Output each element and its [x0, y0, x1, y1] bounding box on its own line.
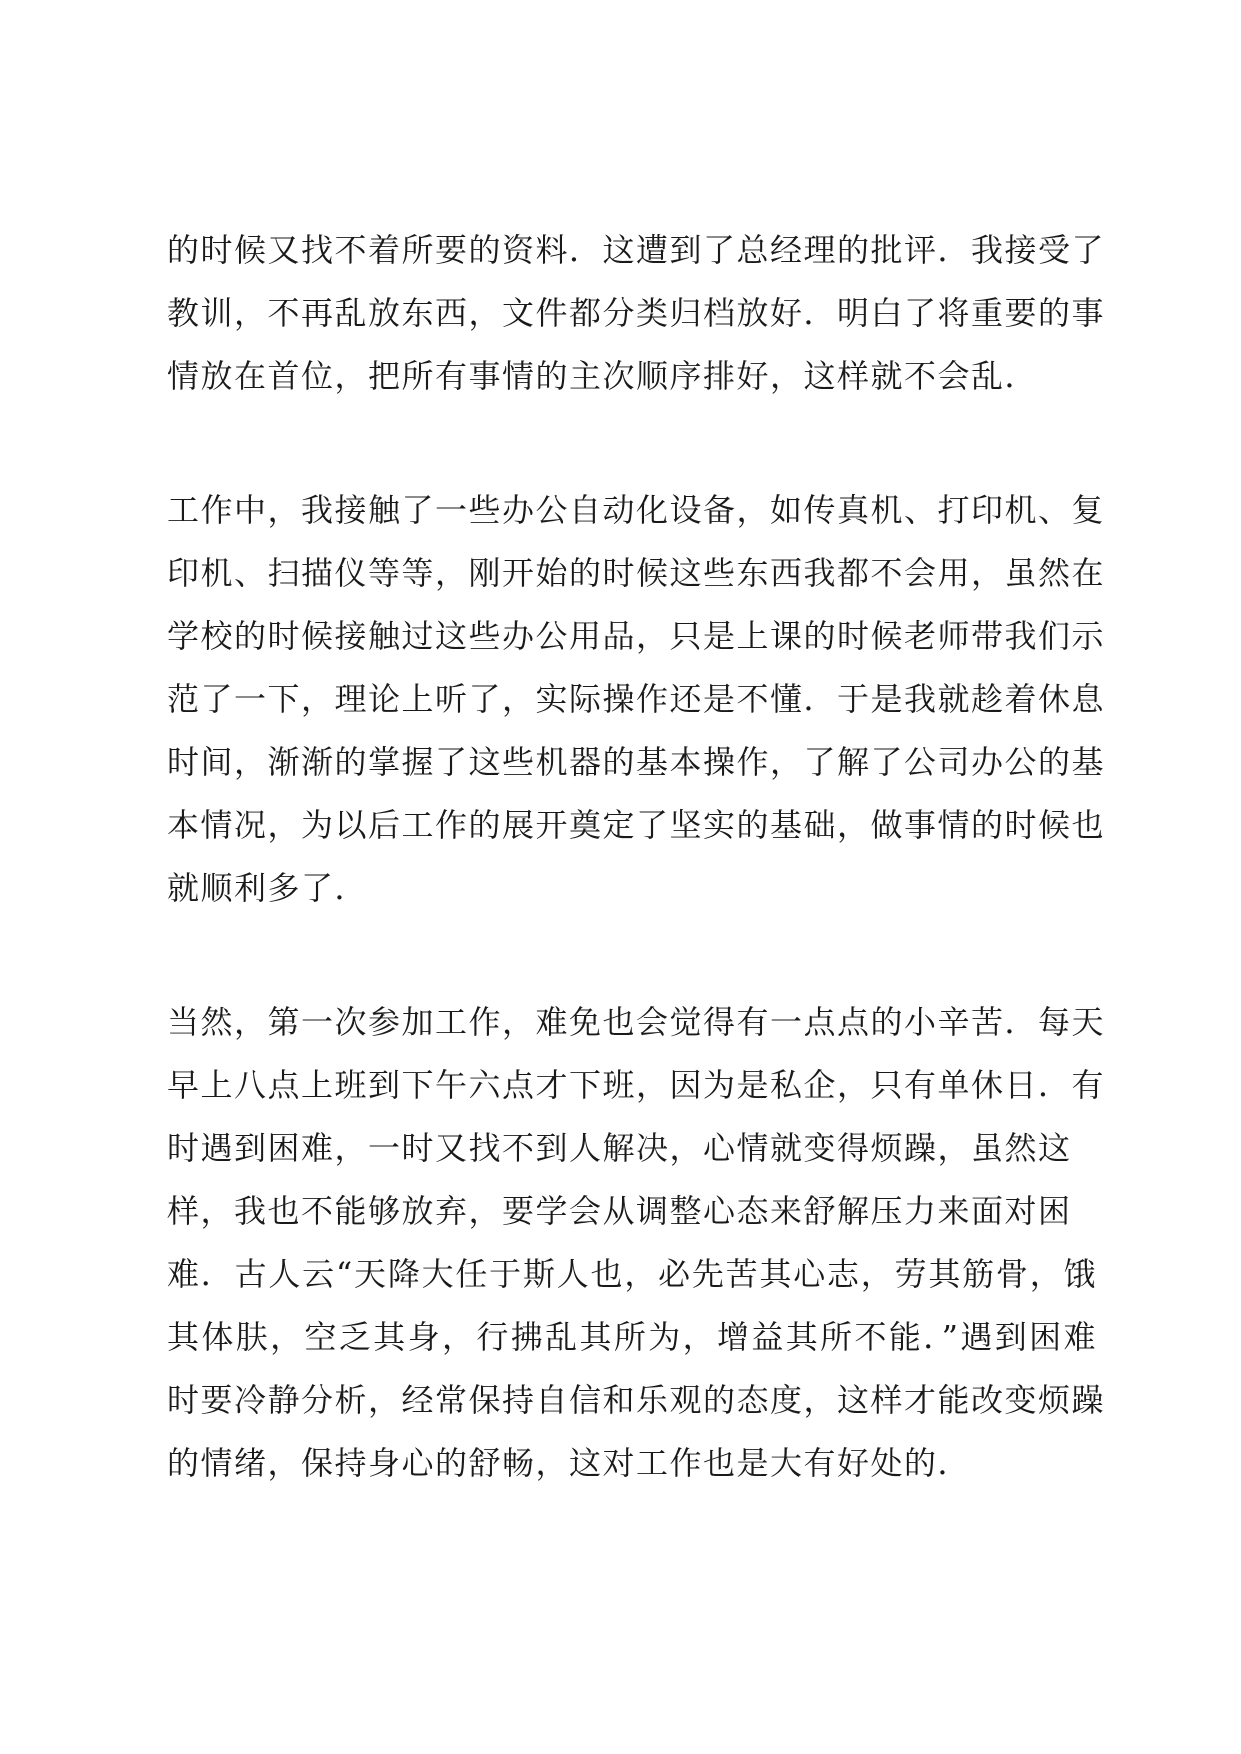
paragraph-line: 早上八点上班到下午六点才下班，因为是私企，只有单休日．有 — [167, 1066, 1106, 1104]
paragraph-line: 其体肤，空乏其身，行拂乱其所为，增益其所不能．”遇到困难 — [167, 1318, 1097, 1356]
paragraph-line: 教训，不再乱放东西，文件都分类归档放好．明白了将重要的事 — [167, 294, 1106, 332]
paragraph-line: 就顺利多了． — [167, 869, 369, 907]
paragraph-line: 时遇到困难，一时又找不到人解决，心情就变得烦躁，虽然这 — [167, 1129, 1072, 1167]
paragraph-line: 的时候又找不着所要的资料．这遭到了总经理的批评．我接受了 — [167, 231, 1106, 269]
paragraph-line: 本情况，为以后工作的展开奠定了坚实的基础，做事情的时候也 — [167, 806, 1106, 844]
paragraph-line: 范了一下，理论上听了，实际操作还是不懂．于是我就趁着休息 — [167, 680, 1106, 718]
paragraph-line: 时间，渐渐的掌握了这些机器的基本操作，了解了公司办公的基 — [167, 743, 1106, 781]
paragraph-line: 的情绪，保持身心的舒畅，这对工作也是大有好处的． — [167, 1444, 972, 1482]
paragraph-line: 印机、扫描仪等等，刚开始的时候这些东西我都不会用，虽然在 — [167, 554, 1106, 592]
paragraph-line: 工作中，我接触了一些办公自动化设备，如传真机、打印机、复 — [167, 491, 1106, 529]
paragraph-line: 学校的时候接触过这些办公用品，只是上课的时候老师带我们示 — [167, 617, 1106, 655]
paragraph-line: 当然，第一次参加工作，难免也会觉得有一点点的小辛苦．每天 — [167, 1003, 1106, 1041]
paragraph-line: 难．古人云“天降大任于斯人也，必先苦其心志，劳其筋骨，饿 — [167, 1255, 1097, 1293]
paragraph-line: 样，我也不能够放弃，要学会从调整心态来舒解压力来面对困 — [167, 1192, 1072, 1230]
paragraph-line: 时要冷静分析，经常保持自信和乐观的态度，这样才能改变烦躁 — [167, 1381, 1106, 1419]
paragraph-line: 情放在首位，把所有事情的主次顺序排好，这样就不会乱． — [167, 357, 1039, 395]
